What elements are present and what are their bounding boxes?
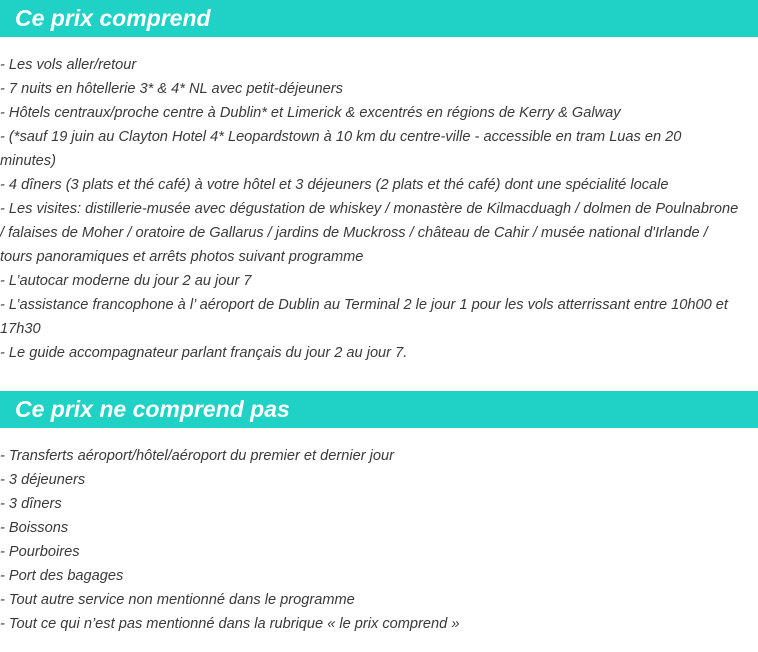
excluded-item-dinners: - 3 dîners (0, 496, 62, 512)
included-item-nights: - 7 nuits en hôtellerie 3* & 4* NL avec petit-déjeuners (0, 81, 343, 97)
excluded-item-lunches: - 3 déjeuners (0, 472, 86, 488)
included-item-airport-assistance: - L’assistance francophone à l’ aéroport de Dublin au Terminal 2 le jour 1 pour les vols atterrissant entre 10h00 et 17h30 (0, 297, 728, 337)
included-section-header (0, 0, 758, 37)
excluded-item-not-mentioned: - Tout ce qui n’est pas mentionné dans la rubrique « le prix comprend » (0, 616, 460, 632)
included-item-guide: - Le guide accompagnateur parlant français du jour 2 au jour 7. (0, 345, 408, 361)
excluded-section-title: Ce prix ne comprend pas (15, 396, 290, 422)
included-item-hotels: - Hôtels centraux/proche centre à Dublin* et Limerick & excentrés en régions de Kerry & Galway (0, 105, 621, 121)
excluded-items-list (0, 444, 740, 636)
excluded-item-other-services: - Tout autre service non mentionné dans le programme (0, 592, 355, 608)
excluded-item-drinks: - Boissons (0, 520, 69, 536)
excluded-section-header (0, 391, 758, 428)
included-item-visits: - Les visites: distillerie-musée avec dégustation de whiskey / monastère de Kilmacduagh / dolmen de Poulnabrone / falaises de Moher / oratoire de Gallarus / jardins de Muckross / château de Cahir / musée national d'Irlande / tours panoramiques et arrêts photos suivant programme (0, 201, 739, 265)
excluded-item-transfers: - Transferts aéroport/hôtel/aéroport du premier et dernier jour (0, 448, 394, 464)
included-item-flights: - Les vols aller/retour (0, 57, 137, 73)
excluded-item-tips: - Pourboires (0, 544, 80, 560)
included-item-meals: - 4 dîners (3 plats et thé café) à votre hôtel et 3 déjeuners (2 plats et thé café) dont une spécialité locale (0, 177, 669, 193)
excluded-item-luggage: - Port des bagages (0, 568, 124, 584)
included-item-hotel-exception: - (*sauf 19 juin au Clayton Hotel 4* Leopardstown à 10 km du centre-ville - accessible en tram Luas en 20 minutes) (0, 129, 682, 169)
included-section-title: Ce prix comprend (15, 5, 211, 31)
included-items-list (0, 53, 740, 365)
included-item-coach: - L’autocar moderne du jour 2 au jour 7 (0, 273, 252, 289)
